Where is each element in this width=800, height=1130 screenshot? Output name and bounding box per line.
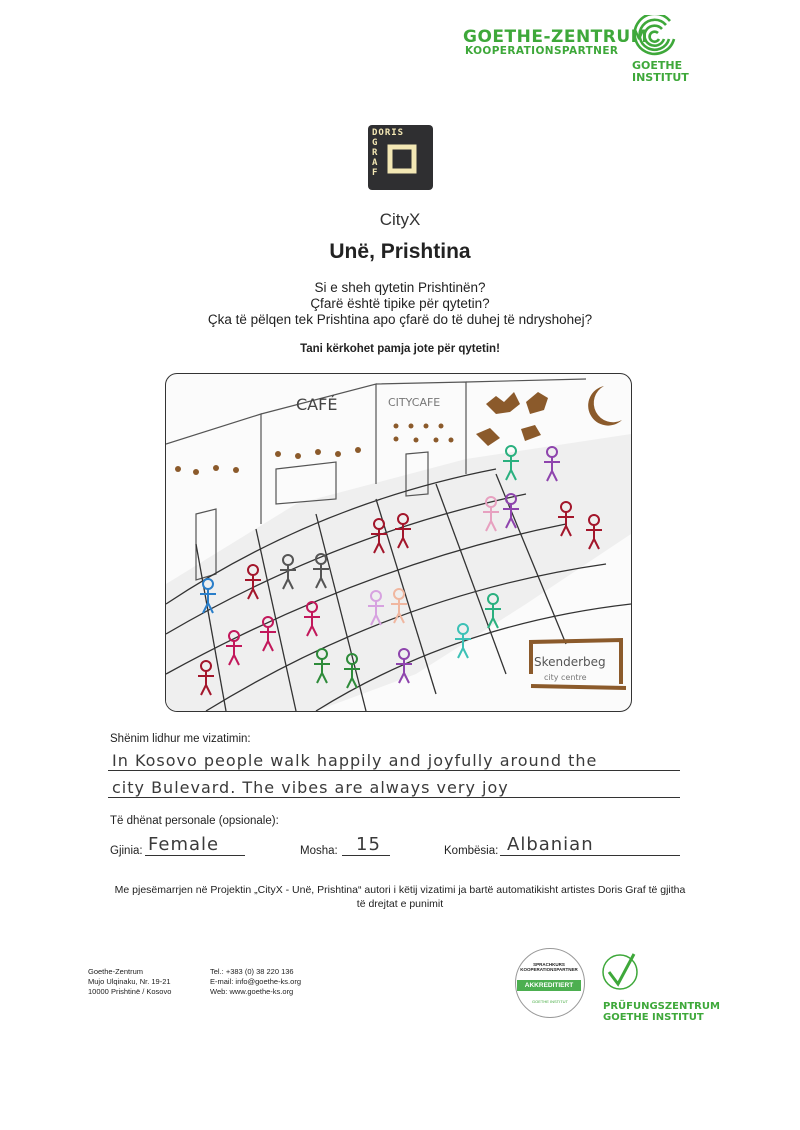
personal-data-label: Të dhënat personale (opsionale):	[110, 815, 279, 827]
footer-phone: Tel.: +383 (0) 38 220 136	[210, 967, 294, 976]
checkmark-icon	[600, 948, 640, 996]
age-line	[342, 855, 390, 856]
doris-graf-square-icon	[387, 144, 417, 174]
footer-web: Web: www.goethe-ks.org	[210, 987, 294, 996]
question-1: Si e sheh qytetin Prishtinën?	[314, 280, 486, 295]
call-to-action: Tani kërkohet pamja jote për qytetin!	[300, 343, 500, 355]
sign-cafe: CAFÉ	[296, 395, 338, 414]
questions-block	[0, 280, 800, 328]
sign-citycafe: CITYCAFE	[388, 396, 441, 409]
kooperationspartner-label: KOOPERATIONSPARTNER	[465, 45, 619, 57]
goethe-zentrum-title: GOETHE-ZENTRUM	[463, 27, 649, 47]
note-text-line-1: In Kosovo people walk happily and joyfully around the	[112, 751, 598, 770]
nationality-label: Kombësia:	[444, 845, 499, 857]
note-line-1	[108, 770, 680, 771]
footer-email: E-mail: info@goethe-ks.org	[210, 977, 301, 986]
sign-skenderbeg: Skenderbeg	[534, 655, 606, 669]
age-label: Mosha:	[300, 845, 338, 857]
badge-bottom-text: GOETHE INSTITUT	[532, 999, 568, 1004]
page-title: Unë, Prishtina	[329, 240, 471, 263]
consent-text: Me pjesëmarrjen në Projektin „CityX - Unë, Prishtina“ autori i këtij vizatimi ja bartë automatikisht artistes Doris Graf të gjitha të drejtat e punimit	[114, 884, 686, 910]
goethe-institut-wordmark: GOETHE INSTITUT	[632, 59, 689, 84]
gender-label: Gjinia:	[110, 845, 143, 857]
note-line-2	[108, 797, 680, 798]
doris-graf-logo-text: DORIS G R A F	[372, 128, 405, 178]
gender-line	[145, 855, 245, 856]
note-label: Shënim lidhur me vizatimin:	[110, 733, 251, 745]
question-3: Çka të pëlqen tek Prishtina apo çfarë do të duhej të ndryshohej?	[207, 312, 593, 327]
pruefungszentrum-wordmark: PRÜFUNGSZENTRUM GOETHE INSTITUT	[603, 1001, 720, 1023]
nationality-line	[500, 855, 680, 856]
project-label: CityX	[379, 210, 421, 229]
goethe-institut-logo-icon	[630, 15, 678, 59]
badge-top-text: SPRACHKURS KOOPERATIONSPARTNER	[520, 962, 578, 972]
child-drawing	[165, 373, 632, 712]
badge-akkreditiert-label: AKKREDITIERT	[517, 980, 581, 991]
note-text-line-2: city Bulevard. The vibes are always very joy	[112, 778, 509, 797]
sign-city-centre: city centre	[544, 673, 587, 682]
age-value: 15	[356, 834, 381, 855]
nationality-value: Albanian	[507, 834, 594, 855]
footer-contact	[210, 967, 301, 997]
gender-value: Female	[148, 834, 220, 855]
question-2: Çfarë është tipike për qytetin?	[310, 296, 490, 311]
drawing-artwork	[166, 374, 631, 711]
footer-address: Goethe-Zentrum Mujo Ulqinaku, Nr. 19-21 10000 Prishtinë / Kosovo	[88, 967, 172, 996]
